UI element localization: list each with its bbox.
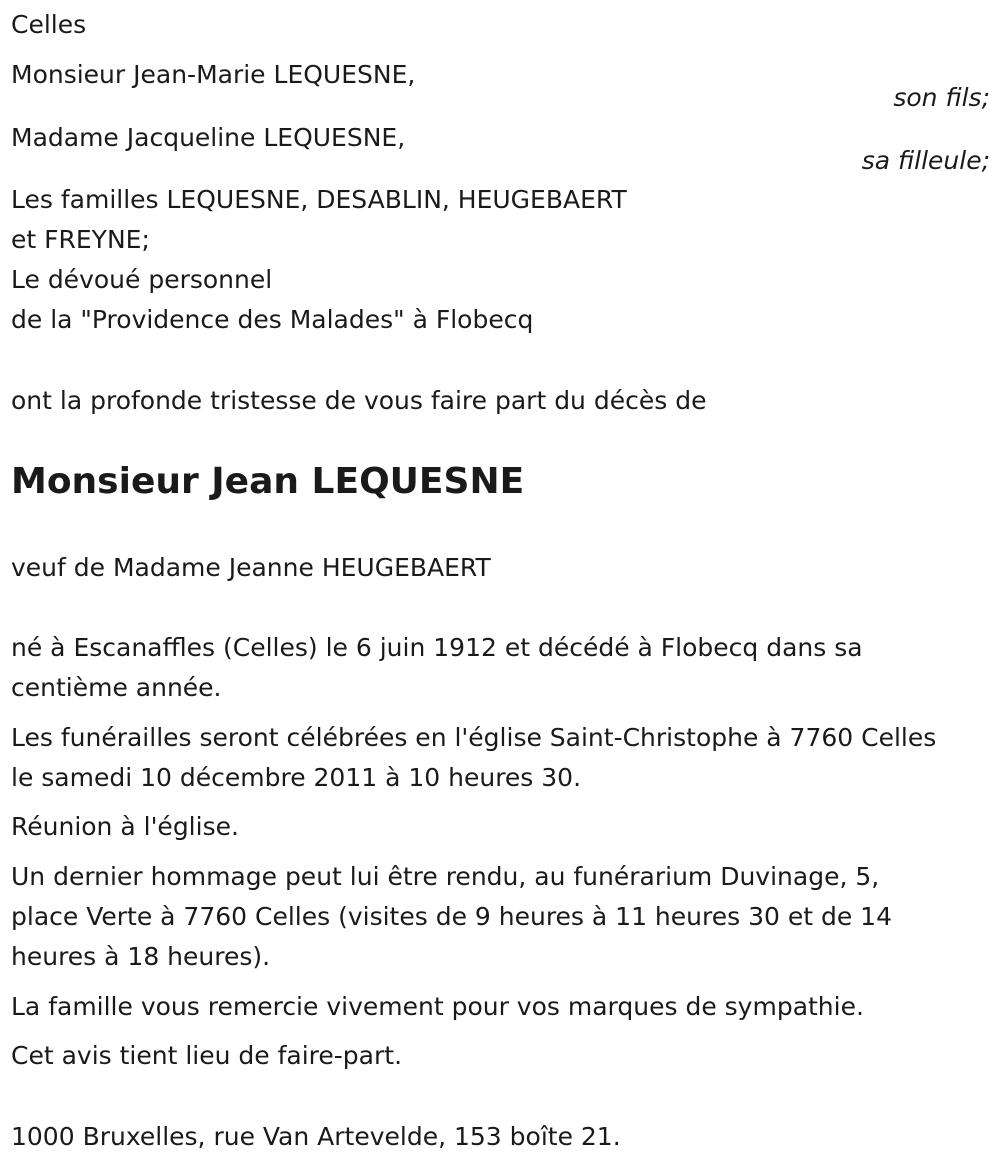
meeting-text: Réunion à l'église. xyxy=(11,812,239,841)
staff-line-2: de la "Providence des Malades" à Flobecq xyxy=(11,305,534,334)
address-text: 1000 Bruxelles, rue Van Artevelde, 153 boîte 21. xyxy=(11,1122,621,1151)
tribute-line-1: Un dernier hommage peut lui être rendu, au funérarium Duvinage, 5, xyxy=(11,862,880,891)
thanks-text: La famille vous remercie vivement pour vos marques de sympathie. xyxy=(11,992,864,1021)
tribute-line-2: place Verte à 7760 Celles (visites de 9 heures à 11 heures 30 et de 14 xyxy=(11,902,892,931)
birth-death-line-2: centième année. xyxy=(11,673,222,702)
announcement-text: ont la profonde tristesse de vous faire part du décès de xyxy=(11,386,707,415)
deceased-spouse: veuf de Madame Jeanne HEUGEBAERT xyxy=(11,553,491,582)
funeral-line-2: le samedi 10 décembre 2011 à 10 heures 30. xyxy=(11,763,582,792)
mourner-goddaughter-relation: sa filleule; xyxy=(861,146,990,175)
notice-text: Cet avis tient lieu de faire-part. xyxy=(11,1041,403,1070)
mourner-son-relation: son fils; xyxy=(893,83,990,112)
mourner-son-name: Monsieur Jean-Marie LEQUESNE, xyxy=(11,60,416,89)
deceased-name: Monsieur Jean LEQUESNE xyxy=(11,461,525,502)
tribute-line-3: heures à 18 heures). xyxy=(11,942,271,971)
funeral-line-1: Les funérailles seront célébrées en l'église Saint-Christophe à 7760 Celles xyxy=(11,723,937,752)
mourner-goddaughter-name: Madame Jacqueline LEQUESNE, xyxy=(11,123,406,152)
families-line-1: Les familles LEQUESNE, DESABLIN, HEUGEBAERT xyxy=(11,185,627,214)
families-line-2: et FREYNE; xyxy=(11,225,150,254)
staff-line-1: Le dévoué personnel xyxy=(11,265,273,294)
birth-death-line-1: né à Escanaffles (Celles) le 6 juin 1912 et décédé à Flobecq dans sa xyxy=(11,633,863,662)
locality: Celles xyxy=(11,10,87,39)
